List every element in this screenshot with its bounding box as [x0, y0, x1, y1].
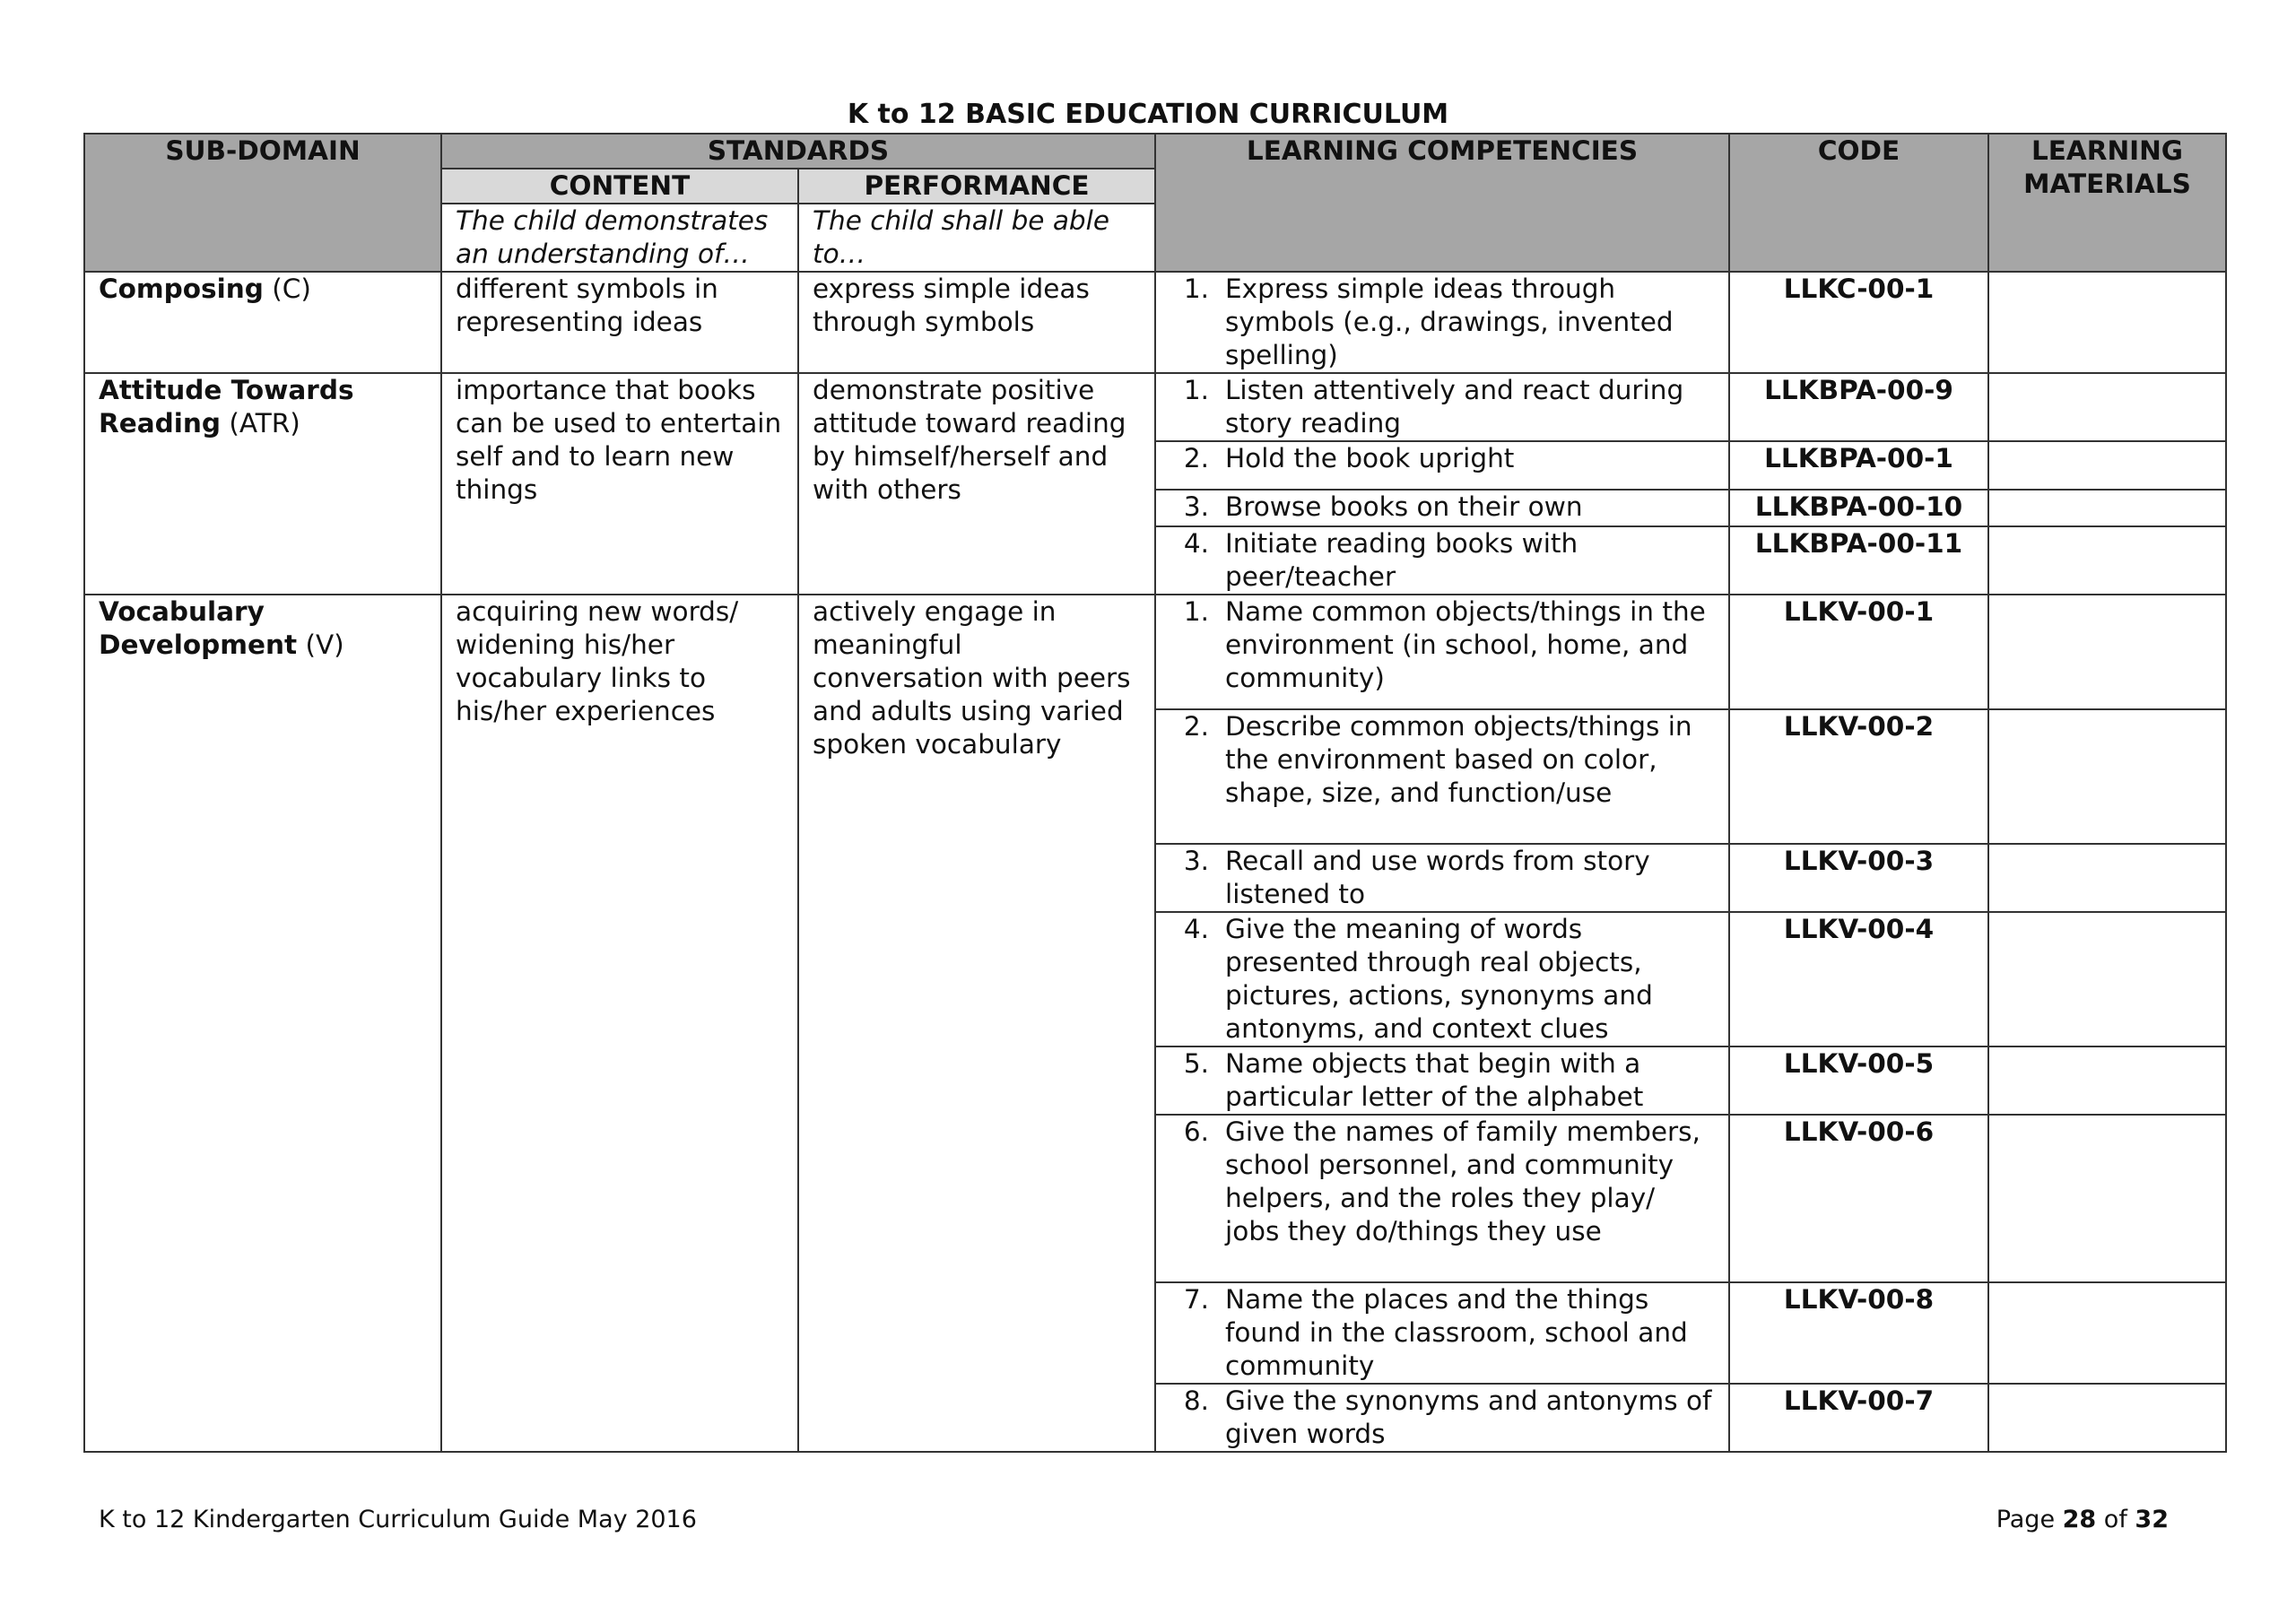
- competency: [1155, 272, 1729, 373]
- competency-text: Listen attentively and react during story reading: [1225, 375, 1684, 439]
- performance-description: The child shall be able to…: [798, 204, 1155, 272]
- competency-number: 1.: [1183, 596, 1209, 627]
- competency-number: 8.: [1183, 1385, 1209, 1416]
- competency-number: 4.: [1183, 528, 1209, 559]
- sub-domain-name: Vocabulary Development: [99, 596, 298, 660]
- sub-domain-name: Attitude Towards Reading: [99, 375, 354, 439]
- footer-guide-title: K to 12 Kindergarten Curriculum Guide May 2016: [99, 1506, 697, 1533]
- learning-materials-cell: [1988, 373, 2226, 441]
- competency-number: 7.: [1183, 1284, 1209, 1315]
- competency-code: LLKBPA-00-11: [1729, 526, 1988, 595]
- competency: [1155, 441, 1729, 490]
- competency: [1155, 1115, 1729, 1282]
- performance-standard: actively engage in meaningful conversation with peers and adults using varied spoken vocabulary: [798, 595, 1155, 1452]
- page-total: 32: [2135, 1506, 2169, 1533]
- header-standards: STANDARDS: [441, 134, 1155, 169]
- document-title: K to 12 BASIC EDUCATION CURRICULUM: [847, 99, 1449, 130]
- competency-code: LLKBPA-00-10: [1729, 490, 1988, 526]
- competency-code: LLKV-00-3: [1729, 844, 1988, 912]
- competency-code: LLKV-00-5: [1729, 1046, 1988, 1115]
- competency-number: 3.: [1183, 846, 1209, 876]
- footer-page-number: [1996, 1504, 2169, 1536]
- competency-text: Give the synonyms and antonyms of given words: [1225, 1385, 1712, 1449]
- sub-domain-abbr: (C): [263, 274, 311, 304]
- curriculum-table: [83, 133, 2227, 1453]
- competency-number: 5.: [1183, 1048, 1209, 1079]
- competency: [1155, 526, 1729, 595]
- competency: [1155, 844, 1729, 912]
- content-standard: acquiring new words/ widening his/her vocabulary links to his/her experiences: [441, 595, 798, 1452]
- competency-code: LLKV-00-4: [1729, 912, 1988, 1046]
- competency-text: Describe common objects/things in the environment based on color, shape, size, and function/use: [1225, 711, 1692, 808]
- competency: [1155, 1046, 1729, 1115]
- competency: [1155, 709, 1729, 844]
- learning-materials-cell: [1988, 912, 2226, 1046]
- competency-text: Browse books on their own: [1225, 491, 1583, 522]
- competency-number: 2.: [1183, 443, 1209, 473]
- header-code: CODE: [1729, 134, 1988, 272]
- learning-materials-cell: [1988, 844, 2226, 912]
- competency-code: LLKC-00-1: [1729, 272, 1988, 373]
- learning-materials-cell: [1988, 595, 2226, 709]
- competency-text: Recall and use words from story listened to: [1225, 846, 1650, 909]
- competency-text: Give the meaning of words presented through real objects, pictures, actions, synonyms and antonyms, and context clues: [1225, 914, 1653, 1044]
- learning-materials-cell: [1988, 272, 2226, 373]
- learning-materials-cell: [1988, 1384, 2226, 1452]
- competency-number: 3.: [1183, 491, 1209, 522]
- learning-materials-cell: [1988, 1115, 2226, 1282]
- header-sub-domain: SUB-DOMAIN: [84, 134, 441, 272]
- learning-materials-cell: [1988, 709, 2226, 844]
- competency-code: LLKV-00-6: [1729, 1115, 1988, 1282]
- page-prefix: Page: [1996, 1506, 2063, 1533]
- learning-materials-cell: [1988, 441, 2226, 490]
- sub-domain-vocabulary: [84, 595, 441, 1452]
- learning-materials-cell: [1988, 1282, 2226, 1384]
- competency: [1155, 490, 1729, 526]
- competency-text: Name common objects/things in the environment (in school, home, and community): [1225, 596, 1706, 693]
- competency-code: LLKV-00-7: [1729, 1384, 1988, 1452]
- sub-domain-abbr: (V): [297, 630, 344, 660]
- competency-number: 1.: [1183, 274, 1209, 304]
- competency-text: Name objects that begin with a particular letter of the alphabet: [1225, 1048, 1644, 1112]
- competency: [1155, 1384, 1729, 1452]
- competency-number: 4.: [1183, 914, 1209, 944]
- content-standard: different symbols in representing ideas: [441, 272, 798, 373]
- competency-text: Give the names of family members, school personnel, and community helpers, and the roles they play/ jobs they do/things they use: [1225, 1116, 1700, 1246]
- learning-materials-cell: [1988, 526, 2226, 595]
- competency: [1155, 1282, 1729, 1384]
- header-content: CONTENT: [441, 169, 798, 204]
- competency-code: LLKBPA-00-1: [1729, 441, 1988, 490]
- competency-number: 6.: [1183, 1116, 1209, 1147]
- competency-code: LLKBPA-00-9: [1729, 373, 1988, 441]
- page-of: of: [2096, 1506, 2135, 1533]
- competency-number: 2.: [1183, 711, 1209, 742]
- competency-code: LLKV-00-1: [1729, 595, 1988, 709]
- performance-standard: demonstrate positive attitude toward reading by himself/herself and with others: [798, 373, 1155, 595]
- content-standard: importance that books can be used to entertain self and to learn new things: [441, 373, 798, 595]
- learning-materials-cell: [1988, 1046, 2226, 1115]
- header-learning-competencies: LEARNING COMPETENCIES: [1155, 134, 1729, 272]
- learning-materials-cell: [1988, 490, 2226, 526]
- sub-domain-atr: [84, 373, 441, 595]
- competency: [1155, 373, 1729, 441]
- sub-domain-abbr: (ATR): [220, 408, 300, 439]
- competency-text: Express simple ideas through symbols (e.g., drawings, invented spelling): [1225, 274, 1674, 370]
- competency: [1155, 912, 1729, 1046]
- competency-number: 1.: [1183, 375, 1209, 405]
- competency-code: LLKV-00-2: [1729, 709, 1988, 844]
- page-current: 28: [2062, 1506, 2097, 1533]
- header-performance: PERFORMANCE: [798, 169, 1155, 204]
- competency-text: Hold the book upright: [1225, 443, 1515, 473]
- sub-domain-composing: [84, 272, 441, 373]
- competency-text: Name the places and the things found in the classroom, school and community: [1225, 1284, 1688, 1381]
- header-learning-materials: LEARNING MATERIALS: [1988, 134, 2226, 272]
- content-description: The child demonstrates an understanding of…: [441, 204, 798, 272]
- competency-text: Initiate reading books with peer/teacher: [1225, 528, 1578, 592]
- competency-code: LLKV-00-8: [1729, 1282, 1988, 1384]
- sub-domain-name: Composing: [99, 274, 264, 304]
- performance-standard: express simple ideas through symbols: [798, 272, 1155, 373]
- competency: [1155, 595, 1729, 709]
